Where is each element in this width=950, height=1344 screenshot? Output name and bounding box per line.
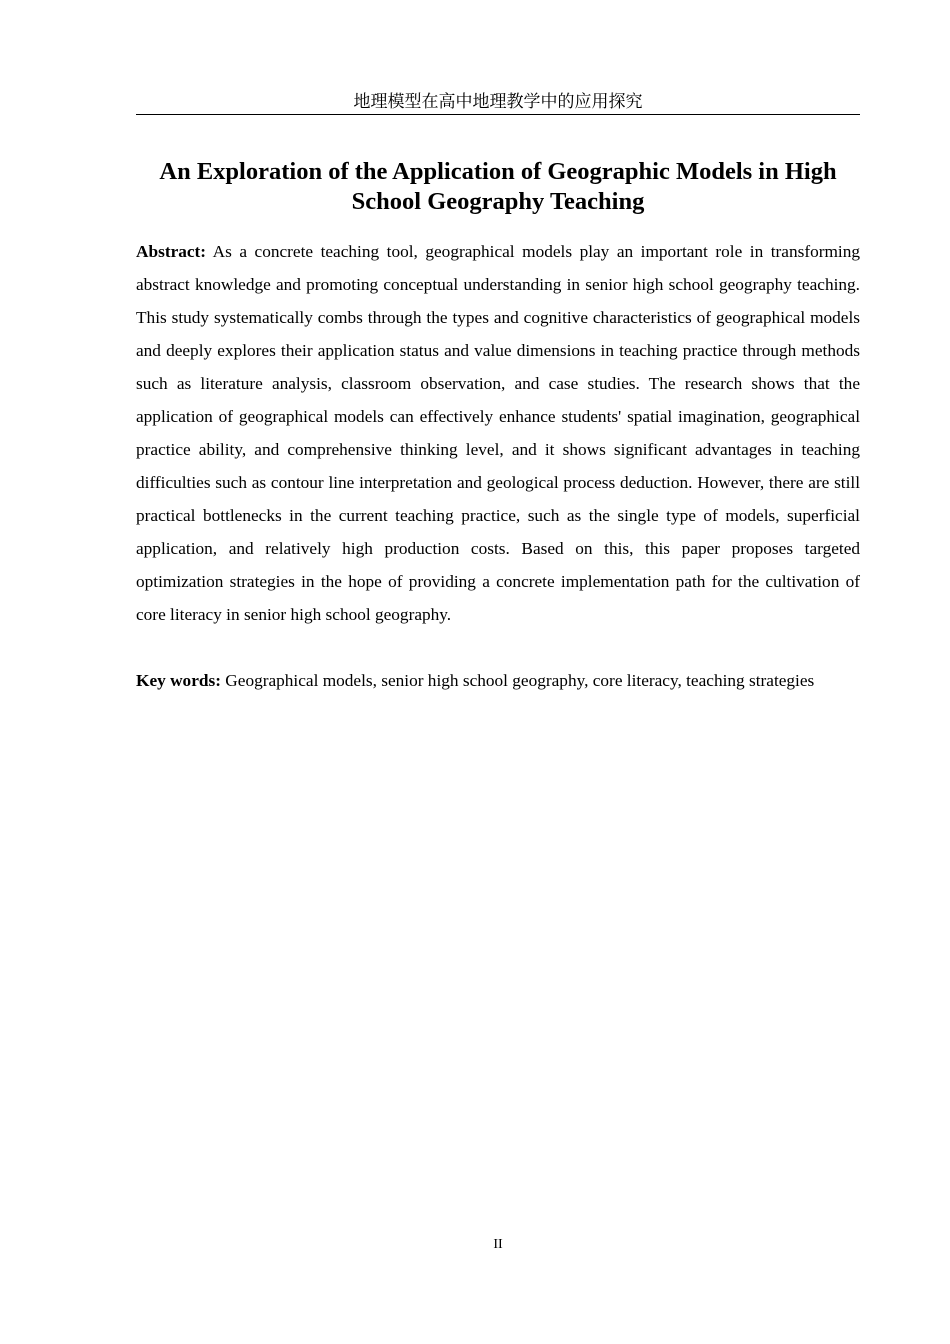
paper-title xyxy=(136,157,860,217)
keywords-paragraph xyxy=(136,664,860,697)
keywords-text: Geographical models, senior high school geography, core literacy, teaching strategies xyxy=(225,671,815,690)
abstract-text: As a concrete teaching tool, geographical models play an important role in transforming abstract knowledge and promoting conceptual understanding in senior high school geography teaching. This study systematically combs through the types and cognitive characteristics of geographical models and deeply explores their application status and value dimensions in teaching practice through methods such as literature analysis, classroom observation, and case studies. The research shows that the application of geographical models can effectively enhance students' spatial imagination, geographical practice ability, and comprehensive thinking level, and it shows significant advantages in teaching difficulties such as contour line interpretation and geological process deduction. However, there are still practical bottlenecks in the current teaching practice, such as the single type of models, superficial application, and relatively high production costs. Based on this, this paper proposes targeted optimization strategies in the hope of providing a concrete implementation path for the cultivation of core literacy in senior high school geography. xyxy=(136,242,860,624)
paper-title-line-2: School Geography Teaching xyxy=(351,188,645,215)
keywords-label: Key words: xyxy=(136,671,221,690)
running-header: 地理模型在高中地理教学中的应用探究 xyxy=(353,92,643,112)
abstract-label: Abstract: xyxy=(136,242,207,261)
page-number: II xyxy=(493,1237,503,1252)
abstract-paragraph xyxy=(136,235,860,631)
paper-title-line-1: An Exploration of the Application of Geographic Models in High xyxy=(159,158,837,185)
header-rule xyxy=(136,114,860,115)
